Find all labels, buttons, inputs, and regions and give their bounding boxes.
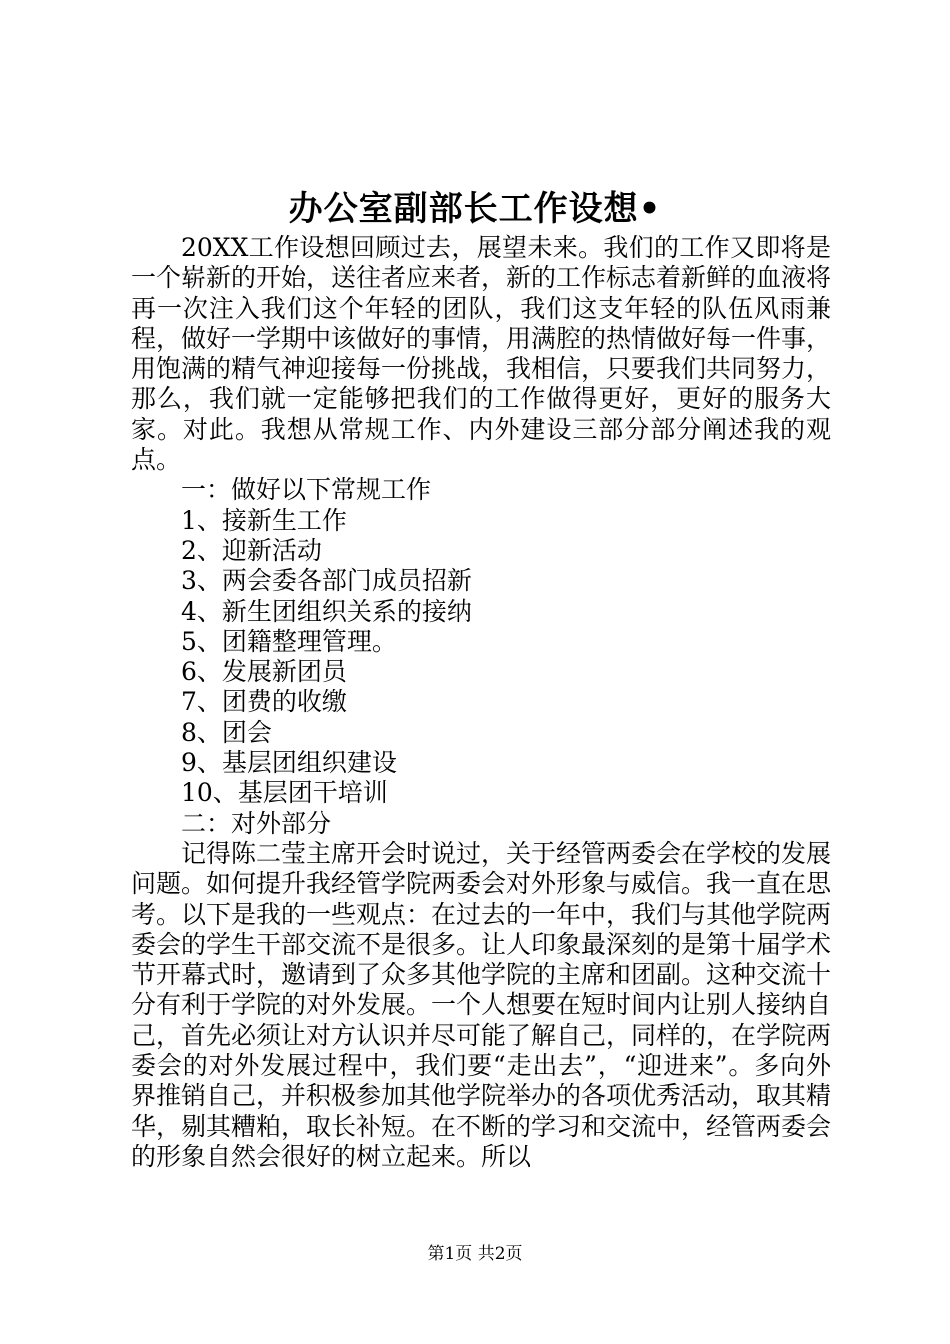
list-item: 6、发展新团员: [181, 657, 347, 687]
list-item: 9、基层团组织建设: [181, 748, 397, 778]
list-item: 8、团会: [181, 717, 272, 747]
list-item: 10、基层团干培训: [181, 778, 388, 808]
list-item: 1、接新生工作: [181, 505, 347, 535]
list-item: 7、团费的收缴: [181, 687, 347, 717]
list-item: 3、两会委各部门成员招新: [181, 566, 472, 596]
document-body: [131, 233, 831, 1172]
body-paragraph: 记得陈二莹主席开会时说过，关于经管两委会在学校的发展问题。如何提升我经管学院两委会对外形象与威信。我一直在思考。以下是我的一些观点：在过去的一年中，我们与其他学院两委会的学生干部交流不是很多。让人印象最深刻的是第十届学术节开幕式时，邀请到了众多其他学院的主席和团副。这种交流十分有利于学院的对外发展。一个人想要在短时间内让别人接纳自己，首先必须让对方认识并尽可能了解自己，同样的，在学院两委会的对外发展过程中，我们要“走出去”，“迎进来”。多向外界推销自己，并积极参加其他学院举办的各项优秀活动，取其精华，剔其糟粕，取长补短。在不断的学习和交流中，经管两委会的形象自然会很好的树立起来。所以: [131, 838, 832, 1171]
list-item: 4、新生团组织关系的接纳: [181, 596, 472, 626]
section-heading-routine-work: 一：做好以下常规工作: [181, 475, 432, 505]
intro-paragraph: 20XX工作设想回顾过去，展望未来。我们的工作又即将是一个崭新的开始，送往者应来者，新的工作标志着新鲜的血液将再一次注入我们这个年轻的团队，我们这支年轻的队伍风雨兼程，做好一学期中该做好的事情，用满腔的热情做好每一件事，用饱满的精气神迎接每一份挑战，我相信，只要我们共同努力，那么，我们就一定能够把我们的工作做得更好，更好的服务大家。对此。我想从常规工作、内外建设三部分部分阐述我的观点。: [131, 233, 832, 475]
page-number-footer: 第1页 共2页: [427, 1244, 523, 1264]
document-title: 办公室副部长工作设想•: [288, 189, 662, 229]
list-item: 2、迎新活动: [181, 535, 322, 565]
section-heading-external: 二：对外部分: [181, 808, 332, 838]
list-item: 5、团籍整理管理。: [181, 626, 397, 656]
